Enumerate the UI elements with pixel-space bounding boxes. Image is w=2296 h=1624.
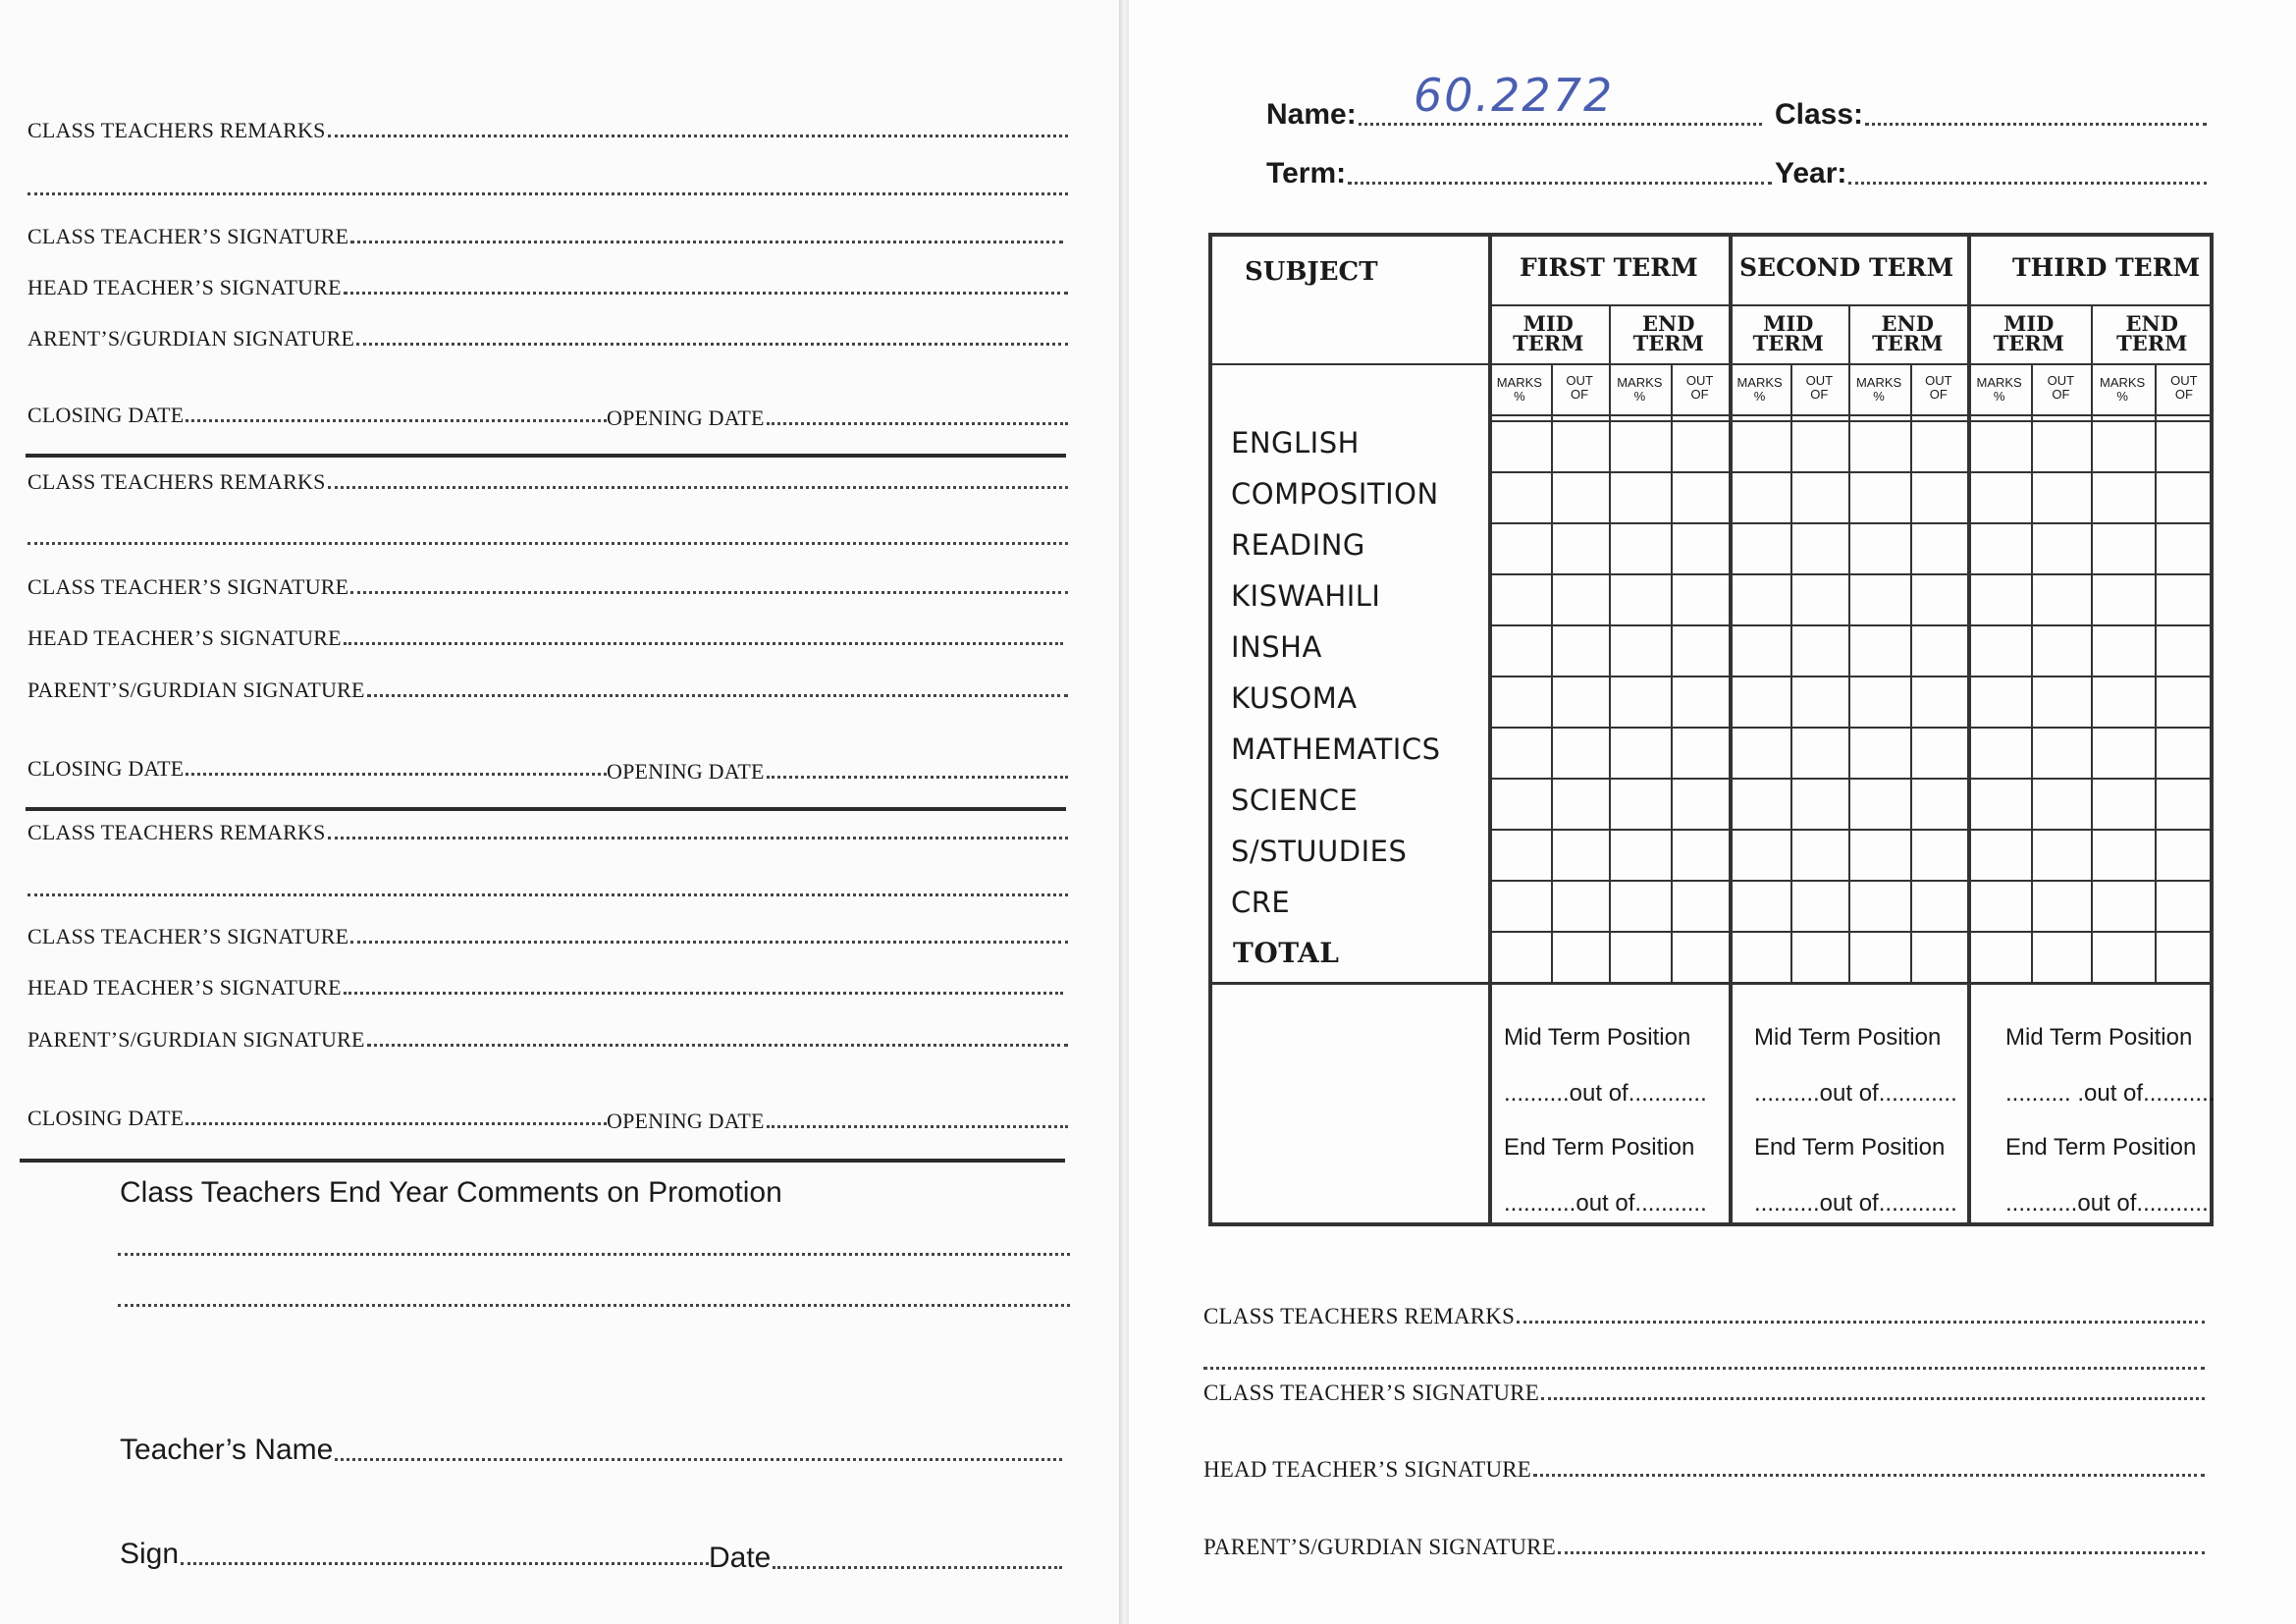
head-teacher-signature-row: HEAD TEACHER’S SIGNATURE (27, 975, 1063, 1001)
third-term-header: THIRD TERM (2012, 253, 2201, 282)
end-term-header: END TERM (2116, 311, 2188, 355)
teachers-name-row: Teacher’s Name (120, 1434, 1062, 1467)
marks-percent-header: MARKS % (1496, 375, 1542, 404)
total-label: TOTAL (1233, 937, 1340, 969)
marks-outof-divider (2155, 363, 2157, 982)
class-teacher-signature-row: CLASS TEACHER’S SIGNATURE (27, 924, 1068, 949)
head-teacher-signature-row: HEAD TEACHER’S SIGNATURE (27, 275, 1068, 300)
term-field-row: Term: (1266, 157, 1772, 190)
subject-header: SUBJECT (1245, 257, 1378, 287)
mid-term-out-of: .......... .out of........... (2005, 1080, 2216, 1107)
out-of-header: OUT OF (1685, 373, 1714, 402)
table-row-line (1488, 573, 2214, 575)
opening-date-row: OPENING DATE (607, 406, 1068, 431)
subject-row-label: ENGLISH (1231, 426, 1360, 460)
mid-end-line (1208, 363, 2214, 365)
class-teacher-signature-row: CLASS TEACHER’S SIGNATURE (27, 224, 1063, 249)
head-teacher-signature-row: HEAD TEACHER’S SIGNATURE (27, 625, 1063, 651)
marks-outof-divider (1671, 363, 1673, 982)
first-term-header: FIRST TERM (1520, 253, 1698, 282)
remarks-line (1203, 1367, 2205, 1370)
subject-row-label: KISWAHILI (1231, 579, 1381, 613)
sign-row: Sign (120, 1538, 709, 1571)
closing-date-row: CLOSING DATE (27, 756, 607, 782)
mid-term-position-label: Mid Term Position (1504, 1024, 1691, 1051)
marks-outof-divider (1910, 363, 1912, 982)
marks-outof-divider (2031, 363, 2033, 982)
remarks-line (27, 893, 1068, 896)
table-row-line (1488, 829, 2214, 831)
subject-row-label: SCIENCE (1231, 784, 1359, 817)
opening-date-row: OPENING DATE (607, 1109, 1068, 1134)
marks-percent-header: MARKS % (1855, 375, 1902, 404)
end-term-header: END TERM (1632, 311, 1704, 355)
table-row-line (1488, 624, 2214, 626)
class-teachers-remarks-row: CLASS TEACHERS REMARKS (27, 118, 1068, 143)
marks-outof-divider (1790, 363, 1792, 982)
table-row-line (1488, 931, 2214, 933)
out-of-header: OUT OF (2170, 373, 2198, 402)
out-of-header: OUT OF (2047, 373, 2075, 402)
date-row: Date (709, 1542, 1062, 1575)
end-year-comments-title: Class Teachers End Year Comments on Promotion (120, 1176, 782, 1209)
out-of-header: OUT OF (1805, 373, 1834, 402)
marks-percent-header: MARKS % (1617, 375, 1663, 404)
mid-term-out-of: ..........out of............ (1504, 1080, 1707, 1107)
opening-date-row: OPENING DATE (607, 759, 1068, 785)
handwritten-name-value: 60.2272 (1414, 69, 1615, 122)
subject-row-label: S/STUUDIES (1231, 835, 1408, 868)
class-teachers-remarks-row: CLASS TEACHERS REMARKS (1203, 1304, 2205, 1329)
subject-row-label: INSHA (1231, 630, 1322, 664)
closing-date-row: CLOSING DATE (27, 1106, 607, 1131)
marks-percent-header: MARKS % (1976, 375, 2022, 404)
class-teachers-remarks-row: CLASS TEACHERS REMARKS (27, 820, 1068, 845)
subject-row-label: CRE (1231, 886, 1291, 919)
class-teachers-remarks-row: CLASS TEACHERS REMARKS (27, 469, 1068, 495)
end-term-out-of: ..........out of............ (1754, 1190, 1957, 1217)
table-row-line (1488, 420, 2214, 422)
year-field-row: Year: (1775, 157, 2207, 190)
end-term-out-of: ...........out of........... (2005, 1190, 2209, 1217)
section-divider (26, 807, 1066, 811)
end-term-out-of: ...........out of........... (1504, 1190, 1707, 1217)
parent-signature-row: PARENT’S/GURDIAN SIGNATURE (1203, 1535, 2205, 1560)
section-divider (26, 454, 1066, 458)
parent-signature-row: PARENT’S/GURDIAN SIGNATURE (27, 677, 1068, 703)
parent-signature-row: ARENT’S/GURDIAN SIGNATURE (27, 326, 1068, 352)
out-of-header: OUT OF (1566, 373, 1593, 402)
out-of-header: OUT OF (1925, 373, 1952, 402)
marks-percent-header: MARKS % (2100, 375, 2146, 404)
class-field-row: Class: (1775, 98, 2207, 132)
comments-line (118, 1253, 1070, 1256)
remarks-line (27, 192, 1068, 195)
end-term-position-label: End Term Position (1754, 1134, 1946, 1161)
second-term-header: SECOND TERM (1739, 253, 1954, 282)
mid-term-position-label: Mid Term Position (1754, 1024, 1942, 1051)
subject-row-label: READING (1231, 528, 1365, 562)
mid-term-out-of: ..........out of............ (1754, 1080, 1957, 1107)
table-row-line (1488, 778, 2214, 780)
mid-term-header: MID TERM (1752, 311, 1824, 355)
mid-term-position-label: Mid Term Position (2005, 1024, 2193, 1051)
table-row-line (1488, 471, 2214, 473)
closing-date-row: CLOSING DATE (27, 403, 607, 428)
mid-term-header: MID TERM (1993, 311, 2064, 355)
marks-percent-header: MARKS % (1736, 375, 1783, 404)
end-term-position-label: End Term Position (2005, 1134, 2197, 1161)
end-term-header: END TERM (1872, 311, 1944, 355)
subject-row-label: KUSOMA (1231, 681, 1358, 715)
parent-signature-row: PARENT’S/GURDIAN SIGNATURE (27, 1027, 1068, 1053)
remarks-line (27, 542, 1068, 545)
head-teacher-signature-row: HEAD TEACHER’S SIGNATURE (1203, 1457, 2205, 1483)
subject-row-label: MATHEMATICS (1231, 732, 1441, 766)
term-subheader-line (1488, 304, 2214, 306)
table-row-line (1488, 727, 2214, 729)
class-teacher-signature-row: CLASS TEACHER’S SIGNATURE (27, 574, 1068, 600)
marks-outof-divider (1551, 363, 1553, 982)
comments-line (118, 1304, 1070, 1307)
end-term-position-label: End Term Position (1504, 1134, 1695, 1161)
table-bottom-line (1208, 982, 2214, 985)
subject-row-label: COMPOSITION (1231, 477, 1439, 511)
name-field-row: Name: (1266, 98, 1762, 132)
table-row-line (1488, 676, 2214, 677)
section-divider (20, 1159, 1065, 1163)
class-teacher-signature-row: CLASS TEACHER’S SIGNATURE (1203, 1380, 2205, 1406)
table-row-line (1488, 522, 2214, 524)
table-row-line (1488, 880, 2214, 882)
marks-header-line (1488, 414, 2214, 416)
mid-term-header: MID TERM (1513, 311, 1584, 355)
